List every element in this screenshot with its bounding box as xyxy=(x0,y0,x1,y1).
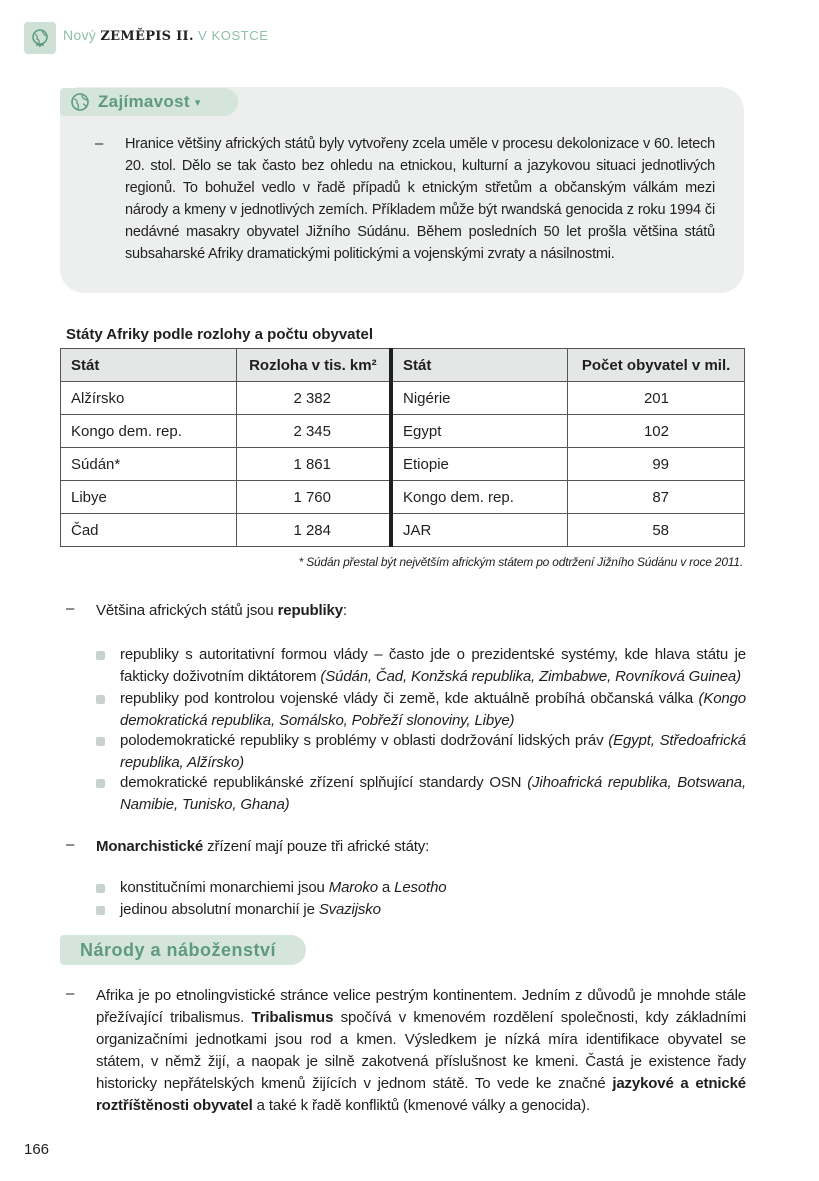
table-cell: Egypt xyxy=(391,415,568,448)
bullet-marker xyxy=(96,779,105,788)
table-cell: Súdán* xyxy=(61,448,237,481)
table-cell: Kongo dem. rep. xyxy=(61,415,237,448)
list-item-examples: (Egypt, Středoafrická republika, Alžírsko) xyxy=(120,732,746,771)
table-cell: 58 xyxy=(568,514,745,547)
table-cell: 1 760 xyxy=(236,481,391,514)
fact-box-tab xyxy=(60,88,238,116)
running-header xyxy=(63,27,269,44)
text-span: zřízení mají pouze tři africké státy: xyxy=(203,838,430,855)
table-cell: 201 xyxy=(568,382,745,415)
fact-box-title: Zajímavost xyxy=(98,92,190,111)
list-dash: – xyxy=(66,600,75,617)
text-span: : xyxy=(342,602,347,619)
nations-paragraph xyxy=(96,985,746,1117)
country-name: Maroko xyxy=(328,879,378,896)
text-span: konstitučními monarchiemi jsou xyxy=(120,879,329,896)
table-cell: 2 382 xyxy=(236,382,391,415)
bullet-marker xyxy=(96,906,105,915)
africa-states-table xyxy=(60,348,745,547)
bullet-marker xyxy=(96,884,105,893)
fact-box-dash: – xyxy=(95,135,104,152)
fact-box-text: Hranice většiny afrických států byly vytvořeny zcela uměle v procesu dekolonizace v 60. letech 20. stol. Dělo se tak často bez ohledu na etnickou, kulturní a jazykovou situaci jednotlivých regionů. To bohužel vedlo v řadě případů k etnickým střetům a občanským válkám mezi národy a kmeny v jednotlivých zemích. Příkladem může být rwandská genocida z roku 1994 či nedávné masakry obyvatel Jižního Súdánu. Během posledních 50 let prošla většina států subsaharské Afriky dramatickými politickými a vojenskými zvraty a násilnostmi. xyxy=(125,136,715,262)
country-name: Lesotho xyxy=(394,879,447,896)
list-dash: – xyxy=(66,985,75,1002)
header-subtitle: V KOSTCE xyxy=(197,28,269,43)
list-item-examples: (Súdán, Čad, Konžská republika, Zimbabwe, Rovníková Guinea) xyxy=(320,668,741,685)
column-header: Stát xyxy=(61,349,237,382)
text-span: Většina afrických států jsou xyxy=(96,602,278,619)
text-span: jedinou absolutní monarchií je xyxy=(120,901,319,918)
list-item xyxy=(120,730,746,774)
table-row xyxy=(61,481,745,514)
table-header-row xyxy=(61,349,745,382)
table-row xyxy=(61,415,745,448)
bold-term: Monarchistické xyxy=(96,838,204,855)
bullet-marker xyxy=(96,737,105,746)
text-span: Afrika je po etnolingvistické stránce velice pestrým kontinentem. Jedním z důvodů je mnohde stále přežívající tribalismus. xyxy=(96,987,746,1026)
bold-term: jazykové a etnické roztříštěnosti obyvatel xyxy=(96,1075,746,1114)
list-item-text: republiky pod kontrolou vojenské vlády či země, kde aktuálně probíhá občanská válka xyxy=(120,690,699,707)
list-dash: – xyxy=(66,836,75,853)
table-row xyxy=(61,514,745,547)
list-item-text: demokratické republikánské zřízení splňující standardy OSN xyxy=(120,774,528,791)
republics-intro xyxy=(96,600,746,622)
page-number: 166 xyxy=(24,1141,50,1158)
table-row xyxy=(61,448,745,481)
list-item xyxy=(120,644,746,688)
table-cell: Libye xyxy=(61,481,237,514)
globe-icon xyxy=(24,22,56,54)
table-row xyxy=(61,382,745,415)
table-cell: 102 xyxy=(568,415,745,448)
header-title: ZEMĚPIS II. xyxy=(100,29,194,44)
section-title: Národy a náboženství xyxy=(80,939,277,960)
table-cell: 1 861 xyxy=(236,448,391,481)
monarchy-intro xyxy=(96,836,746,858)
text-span: spočívá v kmenovém rozdělení společnosti, kdy základními organizačními jednotkami jsou rod a kmen. Výsledkem je nízká míra identifikace obyvatel se státem, v němž žijí, a naopak je silně zakotvená příslušnost ke kmeni. Častá je existence řady historicky nepřátelských kmenů žijících v jednom státě. To vede ke značné xyxy=(96,1009,746,1092)
table-cell: JAR xyxy=(391,514,568,547)
column-header: Počet obyvatel v mil. xyxy=(568,349,745,382)
triangle-down-icon: ▾ xyxy=(194,96,201,109)
table-cell: Čad xyxy=(61,514,237,547)
header-novy: Nový xyxy=(63,27,97,43)
table-cell: 99 xyxy=(568,448,745,481)
list-item-examples: (Jihoafrická republika, Botswana, Namibie, Tunisko, Ghana) xyxy=(120,774,746,813)
list-item xyxy=(120,772,746,816)
column-header: Stát xyxy=(391,349,568,382)
table-footnote: * Súdán přestal být největším africkým státem po odtržení Jižního Súdánu v roce 2011. xyxy=(298,555,743,569)
list-item xyxy=(120,877,746,899)
globe-icon xyxy=(70,92,90,112)
table-cell: 87 xyxy=(568,481,745,514)
table-cell: 1 284 xyxy=(236,514,391,547)
list-item-text: polodemokratické republiky s problémy v oblasti dodržování lidských práv xyxy=(120,732,609,749)
table-cell: Nigérie xyxy=(391,382,568,415)
list-item xyxy=(120,899,746,921)
bullet-marker xyxy=(96,651,105,660)
bold-term: Tribalismus xyxy=(251,1009,334,1026)
table-cell: Alžírsko xyxy=(61,382,237,415)
bold-term: republiky xyxy=(277,602,343,619)
bullet-marker xyxy=(96,695,105,704)
table-cell: Etiopie xyxy=(391,448,568,481)
column-header: Rozloha v tis. km² xyxy=(236,349,391,382)
country-name: Svazijsko xyxy=(318,901,381,918)
text-span: a xyxy=(377,879,395,896)
table-caption: Státy Afriky podle rozlohy a počtu obyvatel xyxy=(66,326,374,343)
list-item xyxy=(120,688,746,732)
list-item-text: republiky s autoritativní formou vlády – často jde o prezidentské systémy, kde hlava státu je fakticky doživotním diktátorem xyxy=(120,646,746,685)
list-item-examples: (Kongo demokratická republika, Somálsko, Pobřeží slonoviny, Libye) xyxy=(120,690,746,729)
section-heading xyxy=(60,935,306,965)
text-span: a také k řadě konfliktů (kmenové války a genocida). xyxy=(252,1097,590,1114)
table-cell: 2 345 xyxy=(236,415,391,448)
table-cell: Kongo dem. rep. xyxy=(391,481,568,514)
